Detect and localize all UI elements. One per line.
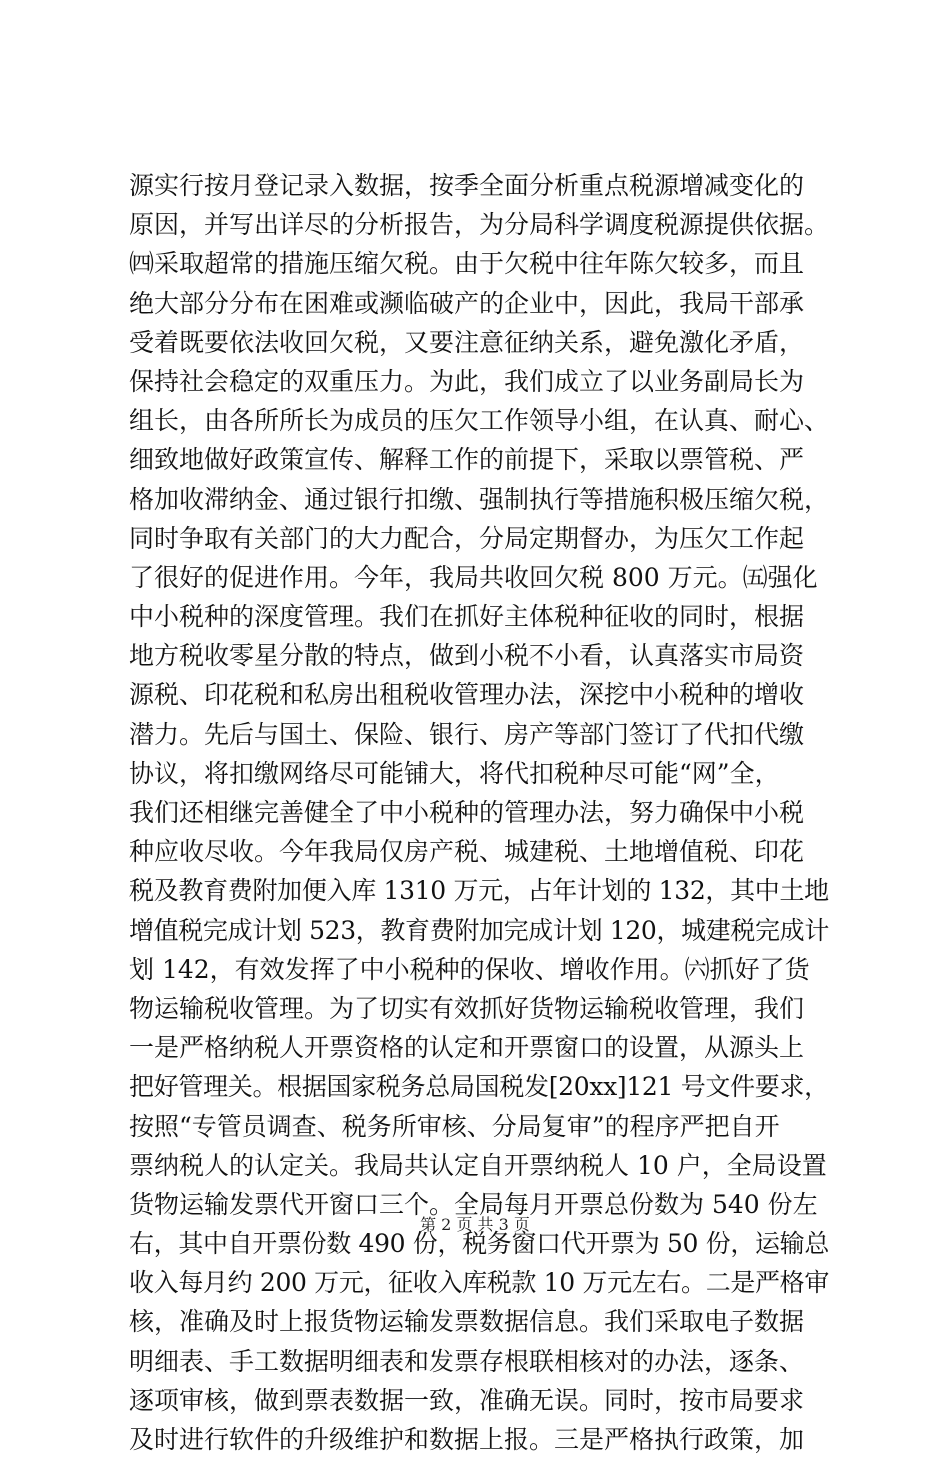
text-line: ㈣采取超常的措施压缩欠税。由于欠税中往年陈欠较多，而且 xyxy=(129,249,805,279)
text-line: 受着既要依法收回欠税，又要注意征纳关系，避免激化矛盾， xyxy=(129,327,805,357)
text-line: 明细表、手工数据明细表和发票存根联相核对的办法，逐条、 xyxy=(129,1346,805,1376)
text-line: 一是严格纳税人开票资格的认定和开票窗口的设置，从源头上 xyxy=(129,1033,805,1063)
text-line: 及时进行软件的升级维护和数据上报。三是严格执行政策，加 xyxy=(129,1425,805,1454)
text-line: 种应收尽收。今年我局仅房产税、城建税、土地增值税、印花 xyxy=(129,837,805,867)
text-line: 票纳税人的认定关。我局共认定自开票纳税人 10 户，全局设置 xyxy=(129,1150,827,1180)
text-line: 源实行按月登记录入数据，按季全面分析重点税源增减变化的 xyxy=(129,171,805,200)
text-line: 绝大部分分布在困难或濒临破产的企业中，因此，我局干部承 xyxy=(129,288,805,318)
text-line: 右，其中自开票份数 490 份，税务窗口代开票为 50 份，运输总 xyxy=(129,1229,829,1259)
text-line: 细致地做好政策宣传、解释工作的前提下，采取以票管税、严 xyxy=(129,445,805,475)
text-line: 潜力。先后与国土、保险、银行、房产等部门签订了代扣代缴 xyxy=(129,719,805,749)
page-footer: 第 2 页 共 3 页 xyxy=(420,1215,530,1234)
text-line: 地方税收零星分散的特点，做到小税不小看，认真落实市局资 xyxy=(129,641,805,671)
text-line: 组长，由各所所长为成员的压欠工作领导小组，在认真、耐心、 xyxy=(129,406,829,436)
text-line: 把好管理关。根据国家税务总局国税发[20xx]121 号文件要求， xyxy=(129,1072,829,1102)
text-line: 我们还相继完善健全了中小税种的管理办法，努力确保中小税 xyxy=(129,798,805,827)
text-line: 增值税完成计划 523，教育费附加完成计划 120，城建税完成计 xyxy=(129,915,829,945)
text-line: 中小税种的深度管理。我们在抓好主体税种征收的同时，根据 xyxy=(129,602,805,632)
text-line: 逐项审核，做到票表数据一致，准确无误。同时，按市局要求 xyxy=(129,1385,805,1415)
text-line: 物运输税收管理。为了切实有效抓好货物运输税收管理，我们 xyxy=(129,993,805,1023)
text-line: 按照“专管员调查、税务所审核、分局复审”的程序严把自开 xyxy=(129,1111,780,1141)
text-line: 划 142，有效发挥了中小税种的保收、增收作用。㈥抓好了货 xyxy=(129,954,810,984)
text-line: 税及教育费附加便入库 1310 万元，占年计划的 132，其中土地 xyxy=(129,876,829,906)
text-line: 收入每月约 200 万元，征收入库税款 10 万元左右。二是严格审 xyxy=(129,1268,829,1298)
text-line: 原因，并写出详尽的分析报告，为分局科学调度税源提供依据。 xyxy=(129,210,829,240)
text-line: 格加收滞纳金、通过银行扣缴、强制执行等措施积极压缩欠税， xyxy=(129,484,829,514)
text-line: 保持社会稳定的双重压力。为此，我们成立了以业务副局长为 xyxy=(129,366,805,396)
text-line: 核，准确及时上报货物运输发票数据信息。我们采取电子数据 xyxy=(129,1307,805,1337)
document-body xyxy=(129,166,829,1459)
text-line: 源税、印花税和私房出租税收管理办法，深挖中小税种的增收 xyxy=(129,680,805,710)
text-line: 同时争取有关部门的大力配合，分局定期督办，为压欠工作起 xyxy=(129,523,805,553)
text-line: 了很好的促进作用。今年，我局共收回欠税 800 万元。㈤强化 xyxy=(129,562,818,592)
text-line: 货物运输发票代开窗口三个。全局每月开票总份数为 540 份左 xyxy=(129,1189,818,1219)
text-line: 协议，将扣缴网络尽可能铺大，将代扣税种尽可能“网”全， xyxy=(129,758,780,788)
